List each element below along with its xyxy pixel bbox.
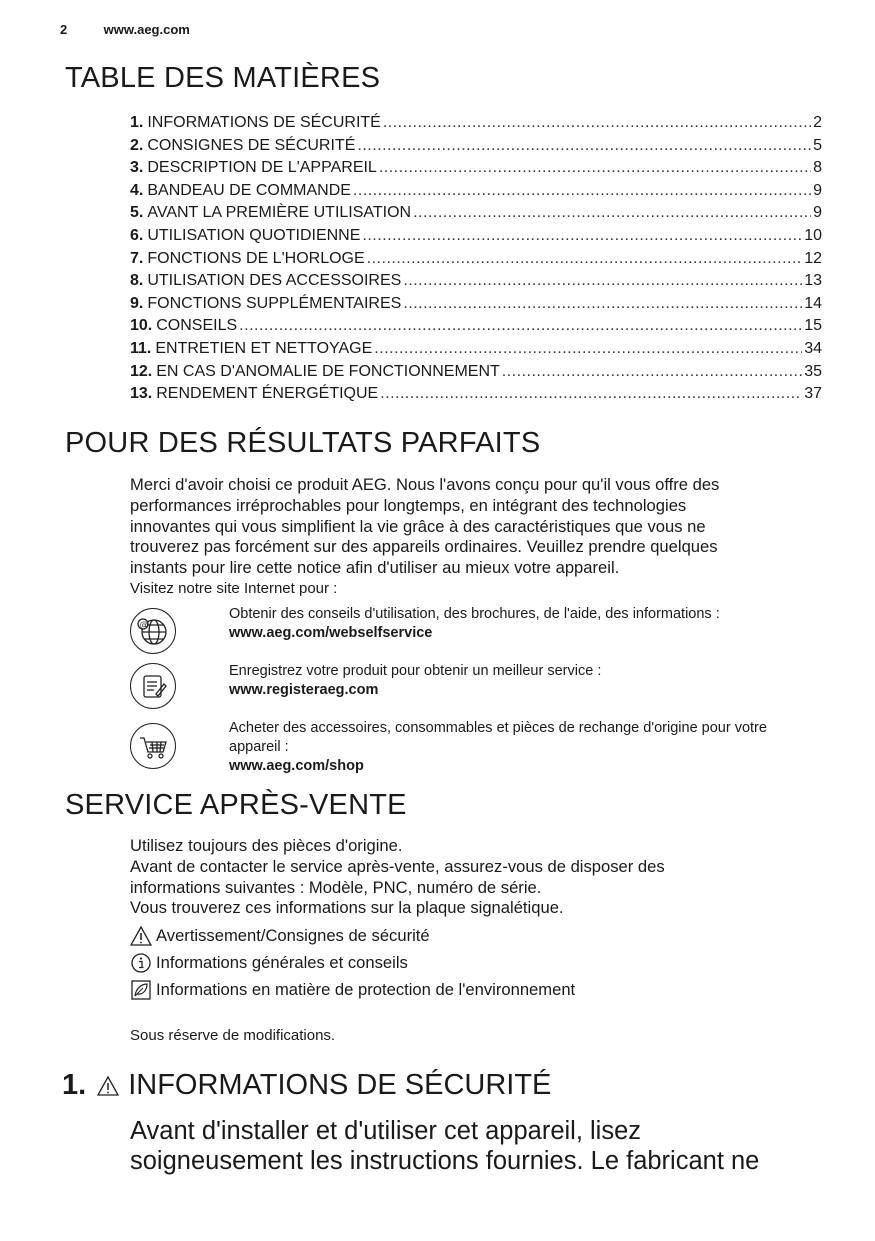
section-1-heading <box>62 1069 551 1102</box>
toc-label: UTILISATION QUOTIDIENNE <box>147 226 361 244</box>
toc-num: 8. <box>130 272 144 290</box>
register-icon <box>130 663 176 709</box>
legend-item <box>130 949 575 976</box>
page-header <box>60 22 190 37</box>
toc-num: 10. <box>130 317 153 335</box>
section-number: 1. <box>62 1069 87 1101</box>
toc-label: INFORMATIONS DE SÉCURITÉ <box>147 114 381 131</box>
toc-item[interactable] <box>130 361 822 384</box>
cart-icon <box>130 723 176 769</box>
toc-page: 10 <box>804 226 822 244</box>
toc-page: 35 <box>804 362 822 380</box>
service-line: Utilisez toujours des pièces d'origine. <box>130 836 403 855</box>
toc-label: FONCTIONS SUPPLÉMENTAIRES <box>147 294 402 312</box>
toc-num: 3. <box>130 159 144 177</box>
toc-label: FONCTIONS DE L'HORLOGE <box>147 249 365 267</box>
toc-num: 5. <box>130 204 144 222</box>
toc-num: 13. <box>130 385 153 403</box>
toc-item[interactable] <box>130 180 822 203</box>
legend-label: Informations générales et conseils <box>156 953 408 972</box>
modification-note: Sous réserve de modifications. <box>130 1027 336 1044</box>
legend-label: Avertissement/Consignes de sécurité <box>156 926 430 945</box>
intro-line: soigneusement les instructions fournies. Le fabricant ne <box>130 1147 760 1175</box>
toc-label: UTILISATION DES ACCESSOIRES <box>147 272 402 290</box>
info-icon <box>130 952 152 974</box>
toc-num: 2. <box>130 136 144 154</box>
table-of-contents <box>130 112 822 406</box>
toc-item[interactable] <box>130 157 822 180</box>
globe-icon <box>130 608 176 654</box>
toc-page: 13 <box>804 272 822 290</box>
toc-label: EN CAS D'ANOMALIE DE FONCTIONNEMENT <box>156 362 500 380</box>
service-link[interactable]: www.aeg.com/shop <box>229 758 364 774</box>
toc-item[interactable] <box>130 338 822 361</box>
toc-num: 1. <box>130 114 144 131</box>
service-line: informations suivantes : Modèle, PNC, numéro de série. <box>130 877 542 897</box>
toc-item[interactable] <box>130 225 822 248</box>
toc-item[interactable] <box>130 270 822 293</box>
results-line: trouverez pas forcément sur des appareils ordinaires. Veuillez prendre quelques <box>130 537 718 557</box>
toc-num: 4. <box>130 181 144 199</box>
section-title: INFORMATIONS DE SÉCURITÉ <box>128 1069 552 1101</box>
service-paragraph <box>130 836 820 919</box>
toc-page: 15 <box>804 317 822 335</box>
service-text: Acheter des accessoires, consommables et pièces de rechange d'origine pour votre appareil : <box>229 720 767 755</box>
service-link[interactable]: www.aeg.com/webselfservice <box>229 625 433 641</box>
toc-page: 37 <box>804 385 822 403</box>
results-line: innovantes qui vous simplifient la vie grâce à des caractéristiques que vous ne <box>130 516 706 536</box>
warning-icon <box>130 925 152 947</box>
toc-num: 9. <box>130 294 144 312</box>
intro-line: Avant d'installer et d'utiliser cet appareil, lisez <box>130 1117 642 1145</box>
toc-page: 8 <box>813 159 822 177</box>
toc-label: RENDEMENT ÉNERGÉTIQUE <box>156 385 379 403</box>
results-line: Merci d'avoir choisi ce produit AEG. Nous l'avons conçu pour qu'il vous offre des <box>130 475 720 494</box>
toc-page: 5 <box>813 136 822 154</box>
visit-text: Visitez notre site Internet pour : <box>130 579 338 597</box>
legend-label: Informations en matière de protection de l'environnement <box>156 980 576 999</box>
toc-item[interactable] <box>130 383 822 406</box>
toc-label: CONSIGNES DE SÉCURITÉ <box>147 136 356 154</box>
toc-page: 9 <box>813 181 822 199</box>
toc-num: 11. <box>130 339 152 357</box>
toc-item[interactable] <box>130 315 822 338</box>
service-link[interactable]: www.registeraeg.com <box>229 682 379 698</box>
service-text: Enregistrez votre produit pour obtenir un meilleur service : <box>229 663 602 679</box>
toc-label: CONSEILS <box>156 317 238 335</box>
results-paragraph <box>130 475 820 600</box>
svg-text:@: @ <box>139 620 149 631</box>
results-line: instants pour lire cette notice afin d'utiliser au mieux votre appareil. <box>130 558 620 578</box>
service-line: Vous trouverez ces informations sur la plaque signalétique. <box>130 898 564 918</box>
toc-label: ENTRETIEN ET NETTOYAGE <box>155 339 373 357</box>
legend-item <box>130 922 575 949</box>
toc-item[interactable] <box>130 112 822 135</box>
toc-item[interactable] <box>130 293 822 316</box>
toc-label: AVANT LA PREMIÈRE UTILISATION <box>147 204 412 222</box>
toc-page: 34 <box>804 339 822 357</box>
legend-item <box>130 976 575 1003</box>
toc-page: 2 <box>813 114 822 131</box>
results-title: POUR DES RÉSULTATS PARFAITS <box>65 427 541 459</box>
toc-num: 7. <box>130 249 144 267</box>
section-1-intro <box>130 1116 830 1176</box>
symbol-legend <box>130 922 575 1003</box>
toc-page: 9 <box>813 204 822 222</box>
toc-page: 14 <box>804 294 822 312</box>
toc-item[interactable] <box>130 202 822 225</box>
toc-num: 6. <box>130 226 144 244</box>
toc-title: TABLE DES MATIÈRES <box>65 62 381 94</box>
toc-page: 12 <box>804 249 822 267</box>
results-line: performances irréprochables pour longtemps, en intégrant des technologies <box>130 495 687 515</box>
service-text: Obtenir des conseils d'utilisation, des brochures, de l'aide, des informations : <box>229 606 720 622</box>
toc-label: BANDEAU DE COMMANDE <box>147 181 351 199</box>
toc-item[interactable] <box>130 248 822 271</box>
toc-label: DESCRIPTION DE L'APPAREIL <box>147 159 377 177</box>
header-site[interactable]: www.aeg.com <box>103 22 190 37</box>
toc-num: 12. <box>130 362 153 380</box>
leaf-icon <box>130 979 152 1001</box>
page-number: 2 <box>60 22 68 37</box>
service-line: Avant de contacter le service après-vente, assurez-vous de disposer des <box>130 856 665 876</box>
toc-item[interactable] <box>130 135 822 158</box>
service-title: SERVICE APRÈS-VENTE <box>65 789 407 821</box>
warning-icon <box>96 1075 120 1097</box>
